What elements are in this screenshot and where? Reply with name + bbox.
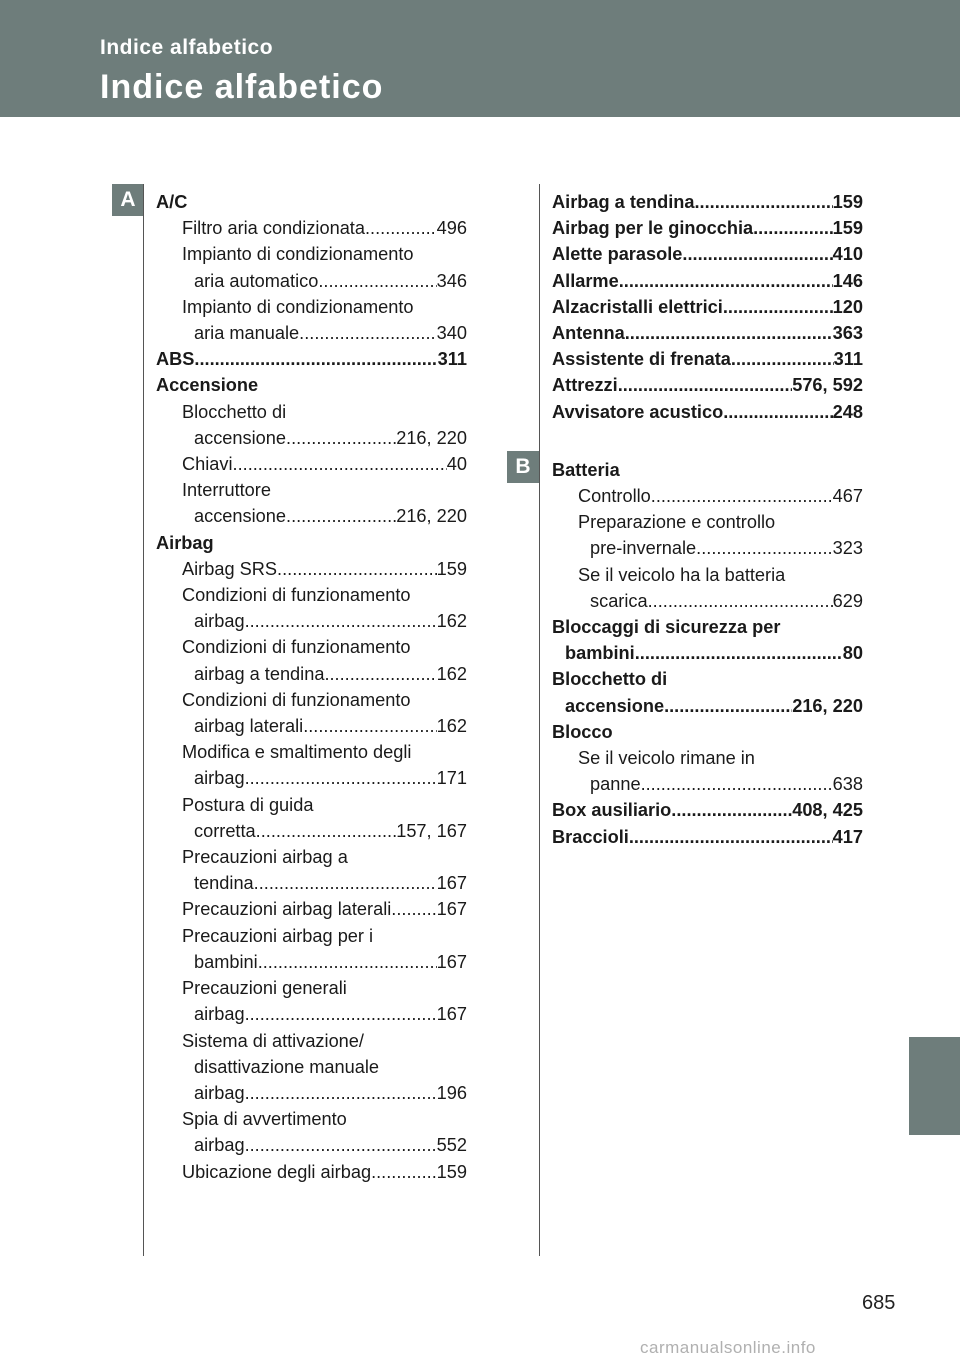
entry-text: Antenna <box>552 323 625 344</box>
entry-page: 408, 425 <box>792 800 863 821</box>
entry-page: 248 <box>832 401 863 422</box>
index-entry <box>156 896 467 922</box>
entry-text: bambini <box>194 951 258 972</box>
entry-text: Airbag per le ginocchia <box>552 218 754 239</box>
entry-page: 167 <box>436 1004 467 1025</box>
entry-text: airbag laterali <box>194 716 304 737</box>
index-entry <box>156 1159 467 1185</box>
entry-page: 216, 220 <box>792 695 863 716</box>
section-letter-a: A <box>112 184 144 216</box>
dot-leader <box>245 608 437 634</box>
entry-page: 410 <box>832 244 863 265</box>
entry-page: 167 <box>436 899 467 920</box>
entry-text: accensione <box>194 427 287 448</box>
entry-page: 576, 592 <box>792 375 863 396</box>
index-entry: Condizioni di funzionamento <box>182 637 411 658</box>
dot-leader <box>245 765 437 791</box>
dot-leader <box>245 1080 437 1106</box>
index-entry <box>552 399 863 425</box>
entry-text: accensione <box>194 506 287 527</box>
index-entry <box>552 241 863 267</box>
index-entry: Precauzioni airbag a <box>182 847 348 868</box>
entry-page: 629 <box>832 590 863 611</box>
entry-page: 417 <box>832 826 863 847</box>
index-entry <box>156 1001 467 1027</box>
index-entry: Condizioni di funzionamento <box>182 585 411 606</box>
entry-text: Alzacristalli elettrici <box>552 296 723 317</box>
index-entry: disattivazione manuale <box>194 1056 380 1077</box>
index-entry: Postura di guida <box>182 794 314 815</box>
entry-text: ABS <box>156 349 195 370</box>
index-entry: Preparazione e controllo <box>578 512 776 533</box>
entry-page: 162 <box>436 716 467 737</box>
entry-page: 159 <box>832 218 863 239</box>
dot-leader <box>641 771 833 797</box>
index-entry <box>552 640 863 666</box>
section-letter-b: B <box>507 451 539 483</box>
index-column-left <box>156 189 467 1185</box>
entry-text: Airbag a tendina <box>552 192 695 212</box>
entry-page: 171 <box>436 768 467 789</box>
index-entry: Sistema di attivazione/ <box>182 1030 364 1051</box>
index-entry <box>156 215 467 241</box>
header-subtitle: Indice alfabetico <box>100 36 274 59</box>
chapter-side-tab <box>909 1037 960 1135</box>
entry-page: 167 <box>436 951 467 972</box>
index-entry <box>552 797 863 823</box>
entry-page: 638 <box>832 774 863 795</box>
dot-leader <box>664 693 792 719</box>
index-entry <box>156 870 467 896</box>
page-number: 685 <box>862 1292 896 1314</box>
index-entry: Airbag <box>156 532 214 553</box>
index-entry <box>552 215 863 241</box>
entry-text: airbag <box>194 1082 245 1103</box>
dot-leader <box>391 896 436 922</box>
index-entry <box>552 320 863 346</box>
entry-page: 162 <box>436 611 467 632</box>
index-entry <box>156 556 467 582</box>
entry-text: Attrezzi <box>552 375 618 396</box>
dot-leader <box>695 189 833 215</box>
index-entry: Blocco <box>552 721 613 742</box>
index-entry <box>156 268 467 294</box>
index-entry <box>156 425 467 451</box>
section-gap <box>552 425 863 457</box>
entry-text: Assistente di frenata <box>552 349 731 370</box>
index-entry <box>156 661 467 687</box>
entry-page: 311 <box>437 349 467 370</box>
index-entry <box>552 824 863 850</box>
dot-leader <box>277 556 437 582</box>
index-entry <box>156 451 467 477</box>
entry-page: 340 <box>436 323 467 344</box>
index-entry <box>156 503 467 529</box>
dot-leader <box>635 640 843 666</box>
entry-text: Precauzioni airbag laterali <box>182 899 392 920</box>
index-entry <box>552 294 863 320</box>
entry-text: bambini <box>565 643 635 664</box>
index-entry <box>552 268 863 294</box>
dot-leader <box>723 399 832 425</box>
index-entry <box>156 713 467 739</box>
index-entry: Impianto di condizionamento <box>182 296 414 317</box>
entry-page: 157, 167 <box>396 820 467 841</box>
index-entry <box>156 818 467 844</box>
entry-text: Ubicazione degli airbag <box>182 1161 372 1182</box>
entry-text: aria automatico <box>194 270 319 291</box>
entry-page: 552 <box>436 1135 467 1156</box>
dot-leader <box>648 588 833 614</box>
entry-text: Allarme <box>552 270 619 291</box>
index-entry: Modifica e smaltimento degli <box>182 742 412 763</box>
entry-text: Airbag SRS <box>182 558 278 579</box>
index-entry <box>552 771 863 797</box>
entry-page: 216, 220 <box>396 427 467 448</box>
index-entry <box>156 765 467 791</box>
index-entry: Spia di avvertimento <box>182 1109 347 1130</box>
entry-text: Box ausiliario <box>552 800 672 821</box>
index-entry: Accensione <box>156 375 259 396</box>
entry-text: Avvisatore acustico <box>552 401 724 422</box>
dot-leader <box>194 346 437 372</box>
watermark-text: carmanualsonline.info <box>640 1338 816 1357</box>
index-entry: Blocchetto di <box>552 669 668 690</box>
entry-page: 216, 220 <box>396 506 467 527</box>
dot-leader <box>753 215 833 241</box>
entry-text: aria manuale <box>194 323 300 344</box>
index-entry: Impianto di condizionamento <box>182 244 414 265</box>
entry-text: accensione <box>565 695 665 716</box>
entry-page: 159 <box>832 192 863 212</box>
dot-leader <box>696 535 832 561</box>
dot-leader <box>318 268 436 294</box>
entry-text: airbag a tendina <box>194 663 325 684</box>
index-entry: Se il veicolo ha la batteria <box>578 564 786 585</box>
index-entry: Se il veicolo rimane in <box>578 748 755 769</box>
index-entry <box>156 346 467 372</box>
entry-page: 311 <box>833 349 863 370</box>
dot-leader <box>233 451 447 477</box>
column-divider-middle <box>539 184 540 1256</box>
dot-leader <box>619 268 833 294</box>
index-entry <box>552 189 863 215</box>
index-entry <box>156 1080 467 1106</box>
index-entry <box>156 1132 467 1158</box>
index-entry <box>552 372 863 398</box>
header-title: Indice alfabetico <box>100 68 384 106</box>
entry-page: 146 <box>832 270 863 291</box>
entry-text: airbag <box>194 1004 245 1025</box>
dot-leader <box>651 483 833 509</box>
entry-text: Braccioli <box>552 826 629 847</box>
dot-leader <box>723 294 833 320</box>
dot-leader <box>671 797 792 823</box>
index-entry <box>552 346 863 372</box>
index-entry <box>156 320 467 346</box>
entry-page: 167 <box>436 873 467 894</box>
entry-text: panne <box>590 774 641 795</box>
entry-page: 162 <box>436 663 467 684</box>
entry-text: scarica <box>590 590 648 611</box>
dot-leader <box>629 824 833 850</box>
entry-page: 496 <box>436 218 467 239</box>
dot-leader <box>286 425 396 451</box>
entry-page: 363 <box>832 323 863 344</box>
index-entry <box>552 483 863 509</box>
index-entry: Batteria <box>552 459 620 480</box>
entry-text: Alette parasole <box>552 244 683 265</box>
index-entry <box>552 693 863 719</box>
index-entry: A/C <box>156 192 188 212</box>
entry-text: Chiavi <box>182 454 233 475</box>
entry-text: Controllo <box>578 486 651 507</box>
dot-leader <box>299 320 436 346</box>
index-entry <box>156 949 467 975</box>
dot-leader <box>371 1159 437 1185</box>
entry-page: 80 <box>842 643 863 664</box>
entry-text: corretta <box>194 820 256 841</box>
dot-leader <box>245 1132 437 1158</box>
entry-page: 159 <box>436 558 467 579</box>
index-entry <box>552 535 863 561</box>
entry-page: 196 <box>436 1082 467 1103</box>
index-entry <box>552 588 863 614</box>
entry-text: airbag <box>194 1135 245 1156</box>
dot-leader <box>245 1001 437 1027</box>
dot-leader <box>625 320 833 346</box>
dot-leader <box>682 241 832 267</box>
entry-page: 467 <box>832 486 863 507</box>
index-entry: Precauzioni generali <box>182 978 347 999</box>
entry-page: 346 <box>436 270 467 291</box>
entry-text: airbag <box>194 768 245 789</box>
index-entry: Interruttore <box>182 480 271 501</box>
entry-text: tendina <box>194 873 254 894</box>
dot-leader <box>731 346 834 372</box>
index-entry: Condizioni di funzionamento <box>182 689 411 710</box>
dot-leader <box>618 372 793 398</box>
page-header <box>0 0 960 117</box>
dot-leader <box>256 818 397 844</box>
entry-text: airbag <box>194 611 245 632</box>
entry-page: 40 <box>446 454 467 475</box>
entry-page: 323 <box>832 538 863 559</box>
dot-leader <box>286 503 396 529</box>
entry-text: Filtro aria condizionata <box>182 218 365 239</box>
column-divider-left <box>143 184 144 1256</box>
dot-leader <box>324 661 436 687</box>
entry-text: pre-invernale <box>590 538 697 559</box>
entry-page: 120 <box>832 296 863 317</box>
dot-leader <box>303 713 436 739</box>
index-entry <box>156 608 467 634</box>
index-entry: Blocchetto di <box>182 401 287 422</box>
index-entry: Precauzioni airbag per i <box>182 925 374 946</box>
entry-page: 159 <box>436 1161 467 1182</box>
dot-leader <box>258 949 437 975</box>
dot-leader <box>254 870 437 896</box>
index-entry: Bloccaggi di sicurezza per <box>552 617 781 638</box>
index-column-right <box>552 189 863 850</box>
dot-leader <box>365 215 437 241</box>
